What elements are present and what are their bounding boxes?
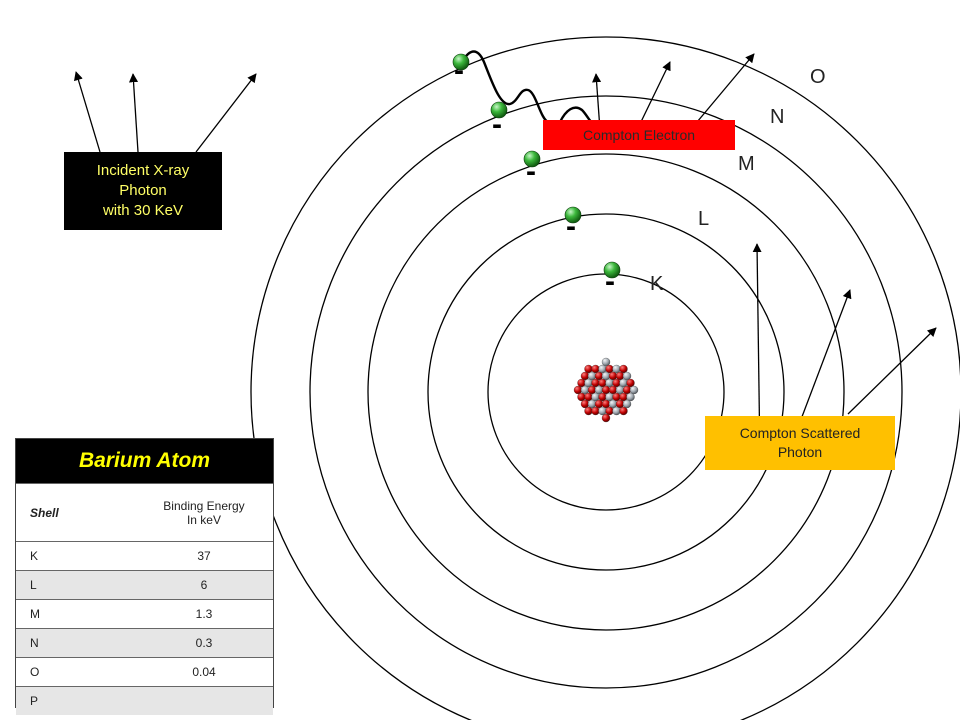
nucleon — [620, 379, 628, 387]
table-row — [16, 541, 273, 570]
nucleon — [595, 386, 603, 394]
charge-sign-n: - — [492, 108, 502, 141]
nucleon — [588, 386, 596, 394]
row-energy: 1.3 — [195, 607, 213, 621]
nucleon — [609, 386, 617, 394]
nucleon — [592, 407, 600, 415]
nucleon — [599, 393, 607, 401]
nucleon — [627, 393, 635, 401]
nucleon — [623, 400, 631, 408]
header-binding-energy — [135, 484, 273, 541]
nucleon — [613, 407, 621, 415]
nucleon — [616, 400, 624, 408]
table-row — [16, 657, 273, 686]
charge-sign-o: - — [454, 54, 464, 87]
nucleon — [592, 379, 600, 387]
nucleon — [630, 386, 638, 394]
nucleon — [602, 372, 610, 380]
incident-arrow-1 — [76, 72, 100, 152]
nucleon — [595, 400, 603, 408]
header-energy-line1: Binding Energy — [163, 498, 245, 513]
nucleon — [606, 365, 614, 373]
nucleon — [585, 393, 593, 401]
compton-scattered-photon-label — [705, 416, 895, 470]
nucleon — [623, 386, 631, 394]
nucleon — [623, 372, 631, 380]
nucleon — [602, 414, 610, 422]
nucleon — [585, 379, 593, 387]
scattered-label-line2: Photon — [777, 444, 823, 460]
nucleon — [606, 379, 614, 387]
nucleon — [602, 386, 610, 394]
nucleon — [592, 393, 600, 401]
shell-label-o: O — [810, 66, 826, 88]
row-energy: 0.04 — [192, 665, 216, 679]
charge-sign-l: - — [566, 210, 576, 243]
nucleon — [595, 372, 603, 380]
compton-electron-label — [543, 120, 735, 150]
nucleon — [581, 400, 589, 408]
nucleon — [588, 372, 596, 380]
incident-photon-arrows — [76, 72, 256, 152]
nucleon — [602, 358, 610, 366]
charge-sign-m: - — [526, 155, 536, 188]
row-shell: O — [30, 665, 40, 679]
table-title: Barium Atom — [16, 439, 273, 483]
emission-arrows — [596, 54, 754, 130]
nucleon — [602, 400, 610, 408]
nucleon — [581, 386, 589, 394]
nucleon — [585, 407, 593, 415]
nucleon — [627, 379, 635, 387]
nucleon — [599, 379, 607, 387]
nucleon — [606, 407, 614, 415]
electron-arrow-3 — [692, 54, 754, 128]
incident-arrow-3 — [196, 74, 256, 152]
table-row — [16, 686, 273, 715]
nucleon — [616, 372, 624, 380]
nucleon — [620, 365, 628, 373]
nucleon — [620, 407, 628, 415]
nucleon — [588, 400, 596, 408]
nucleus — [574, 358, 638, 422]
incident-arrow-2 — [133, 74, 138, 152]
nucleon — [599, 407, 607, 415]
scatter-arrow-3 — [848, 328, 936, 414]
photon-wave-paths — [462, 52, 596, 125]
nucleon — [606, 393, 614, 401]
scattered-label-line1: Compton Scattered — [739, 425, 861, 441]
shell-label-m: M — [738, 153, 755, 175]
compton-electron-text: Compton Electron — [582, 127, 696, 143]
table-row — [16, 599, 273, 628]
table-row — [16, 628, 273, 657]
nucleon — [609, 372, 617, 380]
nucleon — [578, 379, 586, 387]
nucleon — [592, 365, 600, 373]
header-shell: Shell — [30, 505, 59, 520]
incident-label-line2: Photon — [119, 182, 167, 199]
nucleon — [585, 365, 593, 373]
shell-label-l: L — [698, 208, 710, 230]
incident-photon-label — [64, 152, 222, 230]
incident-label-line3: with 30 KeV — [102, 202, 184, 219]
charge-sign-k: - — [605, 265, 615, 298]
nucleon — [620, 393, 628, 401]
nucleon — [574, 386, 582, 394]
row-shell: K — [30, 549, 39, 563]
row-shell: M — [30, 607, 40, 621]
shell-label-n: N — [770, 106, 785, 128]
shell-label-k: K — [650, 273, 664, 295]
nucleon — [613, 393, 621, 401]
table-row — [16, 570, 273, 599]
nucleon — [581, 372, 589, 380]
incident-label-line1: Incident X-ray — [96, 162, 190, 179]
nucleon — [613, 379, 621, 387]
header-energy-line2: In keV — [186, 512, 221, 527]
row-energy — [135, 687, 273, 715]
row-energy: 37 — [197, 549, 211, 563]
nucleon — [609, 400, 617, 408]
nucleon — [613, 365, 621, 373]
row-energy: 6 — [200, 578, 208, 592]
electrons — [453, 54, 620, 278]
row-energy: 0.3 — [195, 636, 213, 650]
electron-arrow-2 — [638, 62, 670, 128]
table-header-row — [16, 483, 273, 541]
nucleon — [616, 386, 624, 394]
row-shell: L — [30, 578, 37, 592]
nucleon — [599, 365, 607, 373]
nucleon — [578, 393, 586, 401]
scatter-arrow-2 — [800, 290, 850, 422]
row-shell: P — [30, 694, 39, 708]
binding-energy-table — [15, 438, 274, 708]
row-shell: N — [30, 636, 39, 650]
